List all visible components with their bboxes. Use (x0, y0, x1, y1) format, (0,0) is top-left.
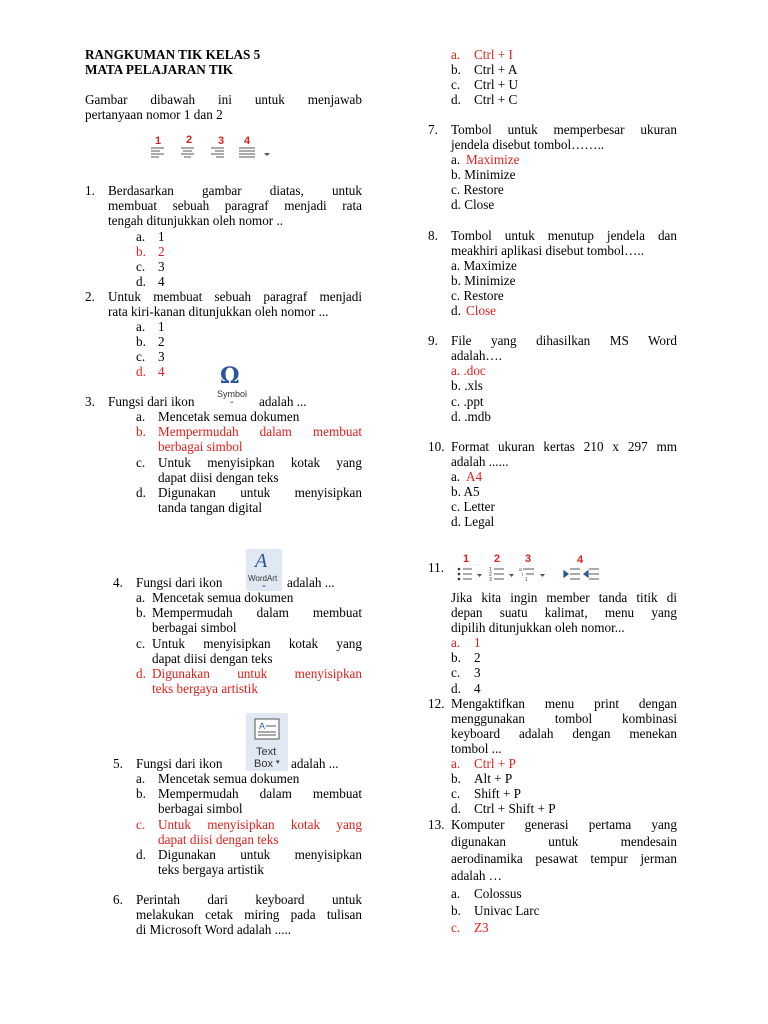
q10-option-d: d. Legal (451, 514, 495, 529)
q6-number: 6. (113, 892, 123, 907)
q2-option-b: 2 (158, 334, 165, 349)
q5-prefix: Fungsi dari ikon (136, 756, 223, 771)
q7-option-a-letter: a. (451, 152, 461, 167)
intro-line-1: Gambar dibawah ini untuk menjawab (85, 92, 362, 107)
svg-text:A: A (259, 721, 266, 731)
list-num-3: 3 (525, 553, 532, 565)
q12-option-d: Ctrl + Shift + P (474, 801, 556, 816)
q3-option-d-line-1: Digunakan untuk menyisipkan (158, 485, 362, 500)
q6-option-d-letter: d. (451, 92, 461, 107)
q5-option-b-letter: b. (136, 786, 146, 801)
q1-option-a-letter: a. (136, 229, 146, 244)
q8-line-2: meakhiri aplikasi disebut tombol….. (451, 243, 645, 258)
q12-option-b: Alt + P (474, 771, 513, 786)
q8-option-d-letter: d. (451, 303, 461, 318)
q3-option-d-letter: d. (136, 485, 146, 500)
q11-option-c: 3 (474, 665, 481, 680)
q2-option-c: 3 (158, 349, 165, 364)
q3-option-a: Mencetak semua dokumen (158, 409, 300, 424)
q13-option-b: Univac Larc (474, 903, 540, 918)
q11-option-d-letter: d. (451, 681, 461, 696)
q11-line-2: depan suatu kalimat, menu yang (451, 605, 677, 620)
symbol-dropdown-icon: ⌄ (229, 398, 235, 405)
q10-line-2: adalah ...... (451, 454, 509, 469)
q4-option-d-answer-line-2: teks bergaya artistik (152, 681, 258, 696)
svg-text:i: i (522, 572, 524, 578)
q4-option-c-letter: c. (136, 636, 146, 651)
q6-line-1: Perintah dari keyboard untuk (136, 892, 362, 907)
q3-option-c-line-2: dapat diisi dengan teks (158, 470, 279, 485)
q13-option-c-answer: Z3 (474, 920, 489, 935)
omega-glyph: Ω (220, 363, 240, 389)
q1-option-d: 4 (158, 274, 165, 289)
wordart-icon (246, 549, 282, 591)
q11-option-b-letter: b. (451, 650, 461, 665)
q2-option-a: 1 (158, 319, 165, 334)
q4-prefix: Fungsi dari ikon (136, 575, 223, 590)
q5-option-c-answer-line-1: Untuk menyisipkan kotak yang (158, 817, 362, 832)
q12-line-4: tombol ... (451, 741, 502, 756)
q4-option-d-letter: d. (136, 666, 146, 681)
q12-line-2: menggunakan tombol kombinasi (451, 711, 677, 726)
align-num-2: 2 (186, 134, 193, 146)
q11-option-a-letter: a. (451, 635, 461, 650)
q12-option-a-answer: Ctrl + P (474, 756, 516, 771)
q11-option-a-answer: 1 (474, 635, 481, 650)
intro-line-2: pertanyaan nomor 1 dan 2 (85, 107, 223, 122)
q6-option-a-answer: Ctrl + I (474, 47, 513, 62)
q5-option-c-letter: c. (136, 817, 146, 832)
q13-line-2: digunakan untuk mendesain (451, 834, 677, 849)
align-num-3: 3 (218, 135, 225, 147)
q9-option-b: b. .xls (451, 378, 483, 393)
q3-number: 3. (85, 394, 95, 409)
q7-option-b: b. Minimize (451, 167, 516, 182)
svg-text:1: 1 (525, 577, 528, 582)
q2-option-c-letter: c. (136, 349, 146, 364)
q13-option-c-letter: c. (451, 920, 461, 935)
q1-option-b-answer: 2 (158, 244, 165, 259)
q7-option-c: c. Restore (451, 182, 504, 197)
q10-number: 10. (428, 439, 445, 454)
q7-line-1: Tombol untuk memperbesar ukuran (451, 122, 677, 137)
q2-option-a-letter: a. (136, 319, 146, 334)
q4-option-d-answer-line-1: Digunakan untuk menyisipkan (152, 666, 362, 681)
align-glyphs-icon (148, 146, 276, 160)
title-line-2: MATA PELAJARAN TIK (85, 62, 234, 77)
q6-option-b-letter: b. (451, 62, 461, 77)
q5-number: 5. (113, 756, 123, 771)
q5-option-b-line-2: berbagai simbol (158, 801, 243, 816)
q12-option-d-letter: d. (451, 801, 461, 816)
q8-option-b: b. Minimize (451, 273, 516, 288)
q2-option-d-answer: 4 (158, 364, 165, 379)
svg-text:2: 2 (489, 572, 492, 578)
q3-option-b-letter: b. (136, 424, 146, 439)
q12-line-3: keyboard adalah dengan menekan (451, 726, 677, 741)
q12-option-c: Shift + P (474, 786, 522, 801)
symbol-icon-label: Symbol (217, 389, 248, 399)
q5-option-c-answer-line-2: dapat diisi dengan teks (158, 832, 279, 847)
q12-option-b-letter: b. (451, 771, 461, 786)
q11-line-3: dipilih ditunjukkan oleh nomor... (451, 620, 625, 635)
q13-line-3: aerodinamika pesawat tempur jerman (451, 851, 677, 866)
q3-option-b-answer-line-2: berbagai simbol (158, 439, 243, 454)
q3-option-d-line-2: tanda tangan digital (158, 500, 262, 515)
q9-line-2: adalah…. (451, 348, 502, 363)
q5-option-d-letter: d. (136, 847, 146, 862)
q1-option-c: 3 (158, 259, 165, 274)
q2-line-1: Untuk membuat sebuah paragraf menjadi (108, 289, 362, 304)
q3-option-a-letter: a. (136, 409, 146, 424)
q13-line-4: adalah … (451, 868, 502, 883)
list-glyphs-icon (456, 566, 602, 582)
q3-option-c-line-1: Untuk menyisipkan kotak yang (158, 455, 362, 470)
q9-option-d: d. .mdb (451, 409, 491, 424)
q6-option-b: Ctrl + A (474, 62, 518, 77)
list-num-2: 2 (494, 553, 501, 565)
q6-line-2: melakukan cetak miring pada tulisan (136, 907, 362, 922)
q9-line-1: File yang dihasilkan MS Word (451, 333, 677, 348)
q5-suffix: adalah ... (291, 756, 339, 771)
q2-option-d-letter: d. (136, 364, 146, 379)
q3-suffix: adalah ... (259, 394, 307, 409)
q13-option-b-letter: b. (451, 903, 461, 918)
q4-suffix: adalah ... (287, 575, 335, 590)
q5-option-a-letter: a. (136, 771, 146, 786)
q6-option-c-letter: c. (451, 77, 461, 92)
q1-option-d-letter: d. (136, 274, 146, 289)
wordart-icon-label: WordArt (248, 574, 278, 583)
title-line-1: RANGKUMAN TIK KELAS 5 (85, 47, 261, 62)
q5-option-a: Mencetak semua dokumen (158, 771, 300, 786)
list-num-4: 4 (577, 554, 584, 566)
q4-option-b-letter: b. (136, 605, 146, 620)
q13-option-a: Colossus (474, 886, 522, 901)
q8-option-d-answer: Close (466, 303, 497, 318)
q10-line-1: Format ukuran kertas 210 x 297 mm (451, 439, 677, 454)
wordart-dropdown-icon: ⌄ (261, 582, 267, 589)
textbox-dropdown-icon: ▾ (276, 759, 280, 766)
svg-text:3: 3 (489, 577, 492, 582)
q4-option-c-line-1: Untuk menyisipkan kotak yang (152, 636, 362, 651)
q11-option-d: 4 (474, 681, 481, 696)
wordart-glyph-icon: A (255, 550, 268, 572)
q4-number: 4. (113, 575, 123, 590)
q1-option-a: 1 (158, 229, 165, 244)
q10-option-c: c. Letter (451, 499, 495, 514)
q4-option-c-line-2: dapat diisi dengan teks (152, 651, 273, 666)
q5-option-d-line-2: teks bergaya artistik (158, 862, 264, 877)
q8-option-a: a. Maximize (451, 258, 517, 273)
q6-line-3: di Microsoft Word adalah ..... (136, 922, 292, 937)
q5-option-b-line-1: Mempermudah dalam membuat (158, 786, 362, 801)
q5-option-d-line-1: Digunakan untuk menyisipkan (158, 847, 362, 862)
q3-option-c-letter: c. (136, 455, 146, 470)
textbox-glyph-icon (254, 718, 280, 740)
q4-option-b-line-1: Mempermudah dalam membuat (152, 605, 362, 620)
q8-number: 8. (428, 228, 438, 243)
q3-prefix: Fungsi dari ikon (108, 394, 195, 409)
svg-text:1: 1 (489, 567, 492, 573)
q13-number: 13. (428, 817, 445, 832)
textbox-icon-label-2: Box (254, 758, 273, 770)
q10-option-a-answer: A4 (466, 469, 483, 484)
q10-option-a-letter: a. (451, 469, 461, 484)
q6-option-a-letter: a. (451, 47, 461, 62)
q1-line-3: tengah ditunjukkan oleh nomor .. (108, 213, 284, 228)
q13-line-1: Komputer generasi pertama yang (451, 817, 677, 832)
q9-option-a-answer: a. .doc (451, 363, 486, 378)
q6-option-d: Ctrl + C (474, 92, 518, 107)
q4-option-a: Mencetak semua dokumen (152, 590, 294, 605)
q7-number: 7. (428, 122, 438, 137)
q11-option-c-letter: c. (451, 665, 461, 680)
q2-number: 2. (85, 289, 95, 304)
q1-line-2: membuat sebuah paragraf menjadi rata (108, 198, 362, 213)
q11-option-b: 2 (474, 650, 481, 665)
q1-option-c-letter: c. (136, 259, 146, 274)
q7-option-d: d. Close (451, 197, 495, 212)
q3-option-b-answer-line-1: Mempermudah dalam membuat (158, 424, 362, 439)
q7-line-2: jendela disebut tombol…….. (451, 137, 605, 152)
q1-option-b-letter: b. (136, 244, 146, 259)
q8-line-1: Tombol untuk menutup jendela dan (451, 228, 677, 243)
q9-option-c: c. .ppt (451, 394, 484, 409)
q9-number: 9. (428, 333, 438, 348)
q6-option-c: Ctrl + U (474, 77, 519, 92)
q2-option-b-letter: b. (136, 334, 146, 349)
q11-number: 11. (428, 560, 444, 575)
q8-option-c: c. Restore (451, 288, 504, 303)
q12-number: 12. (428, 696, 445, 711)
textbox-icon-label-1: Text (256, 746, 277, 758)
q12-option-c-letter: c. (451, 786, 461, 801)
q11-line-1: Jika kita ingin member tanda titik di (451, 590, 677, 605)
svg-text:a: a (519, 567, 522, 573)
textbox-icon (246, 713, 288, 771)
q7-option-a-answer: Maximize (466, 152, 520, 167)
q1-number: 1. (85, 183, 95, 198)
q1-line-1: Berdasarkan gambar diatas, untuk (108, 183, 362, 198)
list-num-1: 1 (463, 553, 470, 565)
q10-option-b: b. A5 (451, 484, 480, 499)
q4-option-b-line-2: berbagai simbol (152, 620, 237, 635)
q12-line-1: Mengaktifkan menu print dengan (451, 696, 677, 711)
q2-line-2: rata kiri-kanan ditunjukkan oleh nomor ... (108, 304, 329, 319)
align-num-4: 4 (244, 135, 251, 147)
q13-option-a-letter: a. (451, 886, 461, 901)
align-num-1: 1 (155, 135, 162, 147)
q4-option-a-letter: a. (136, 590, 146, 605)
q12-option-a-letter: a. (451, 756, 461, 771)
